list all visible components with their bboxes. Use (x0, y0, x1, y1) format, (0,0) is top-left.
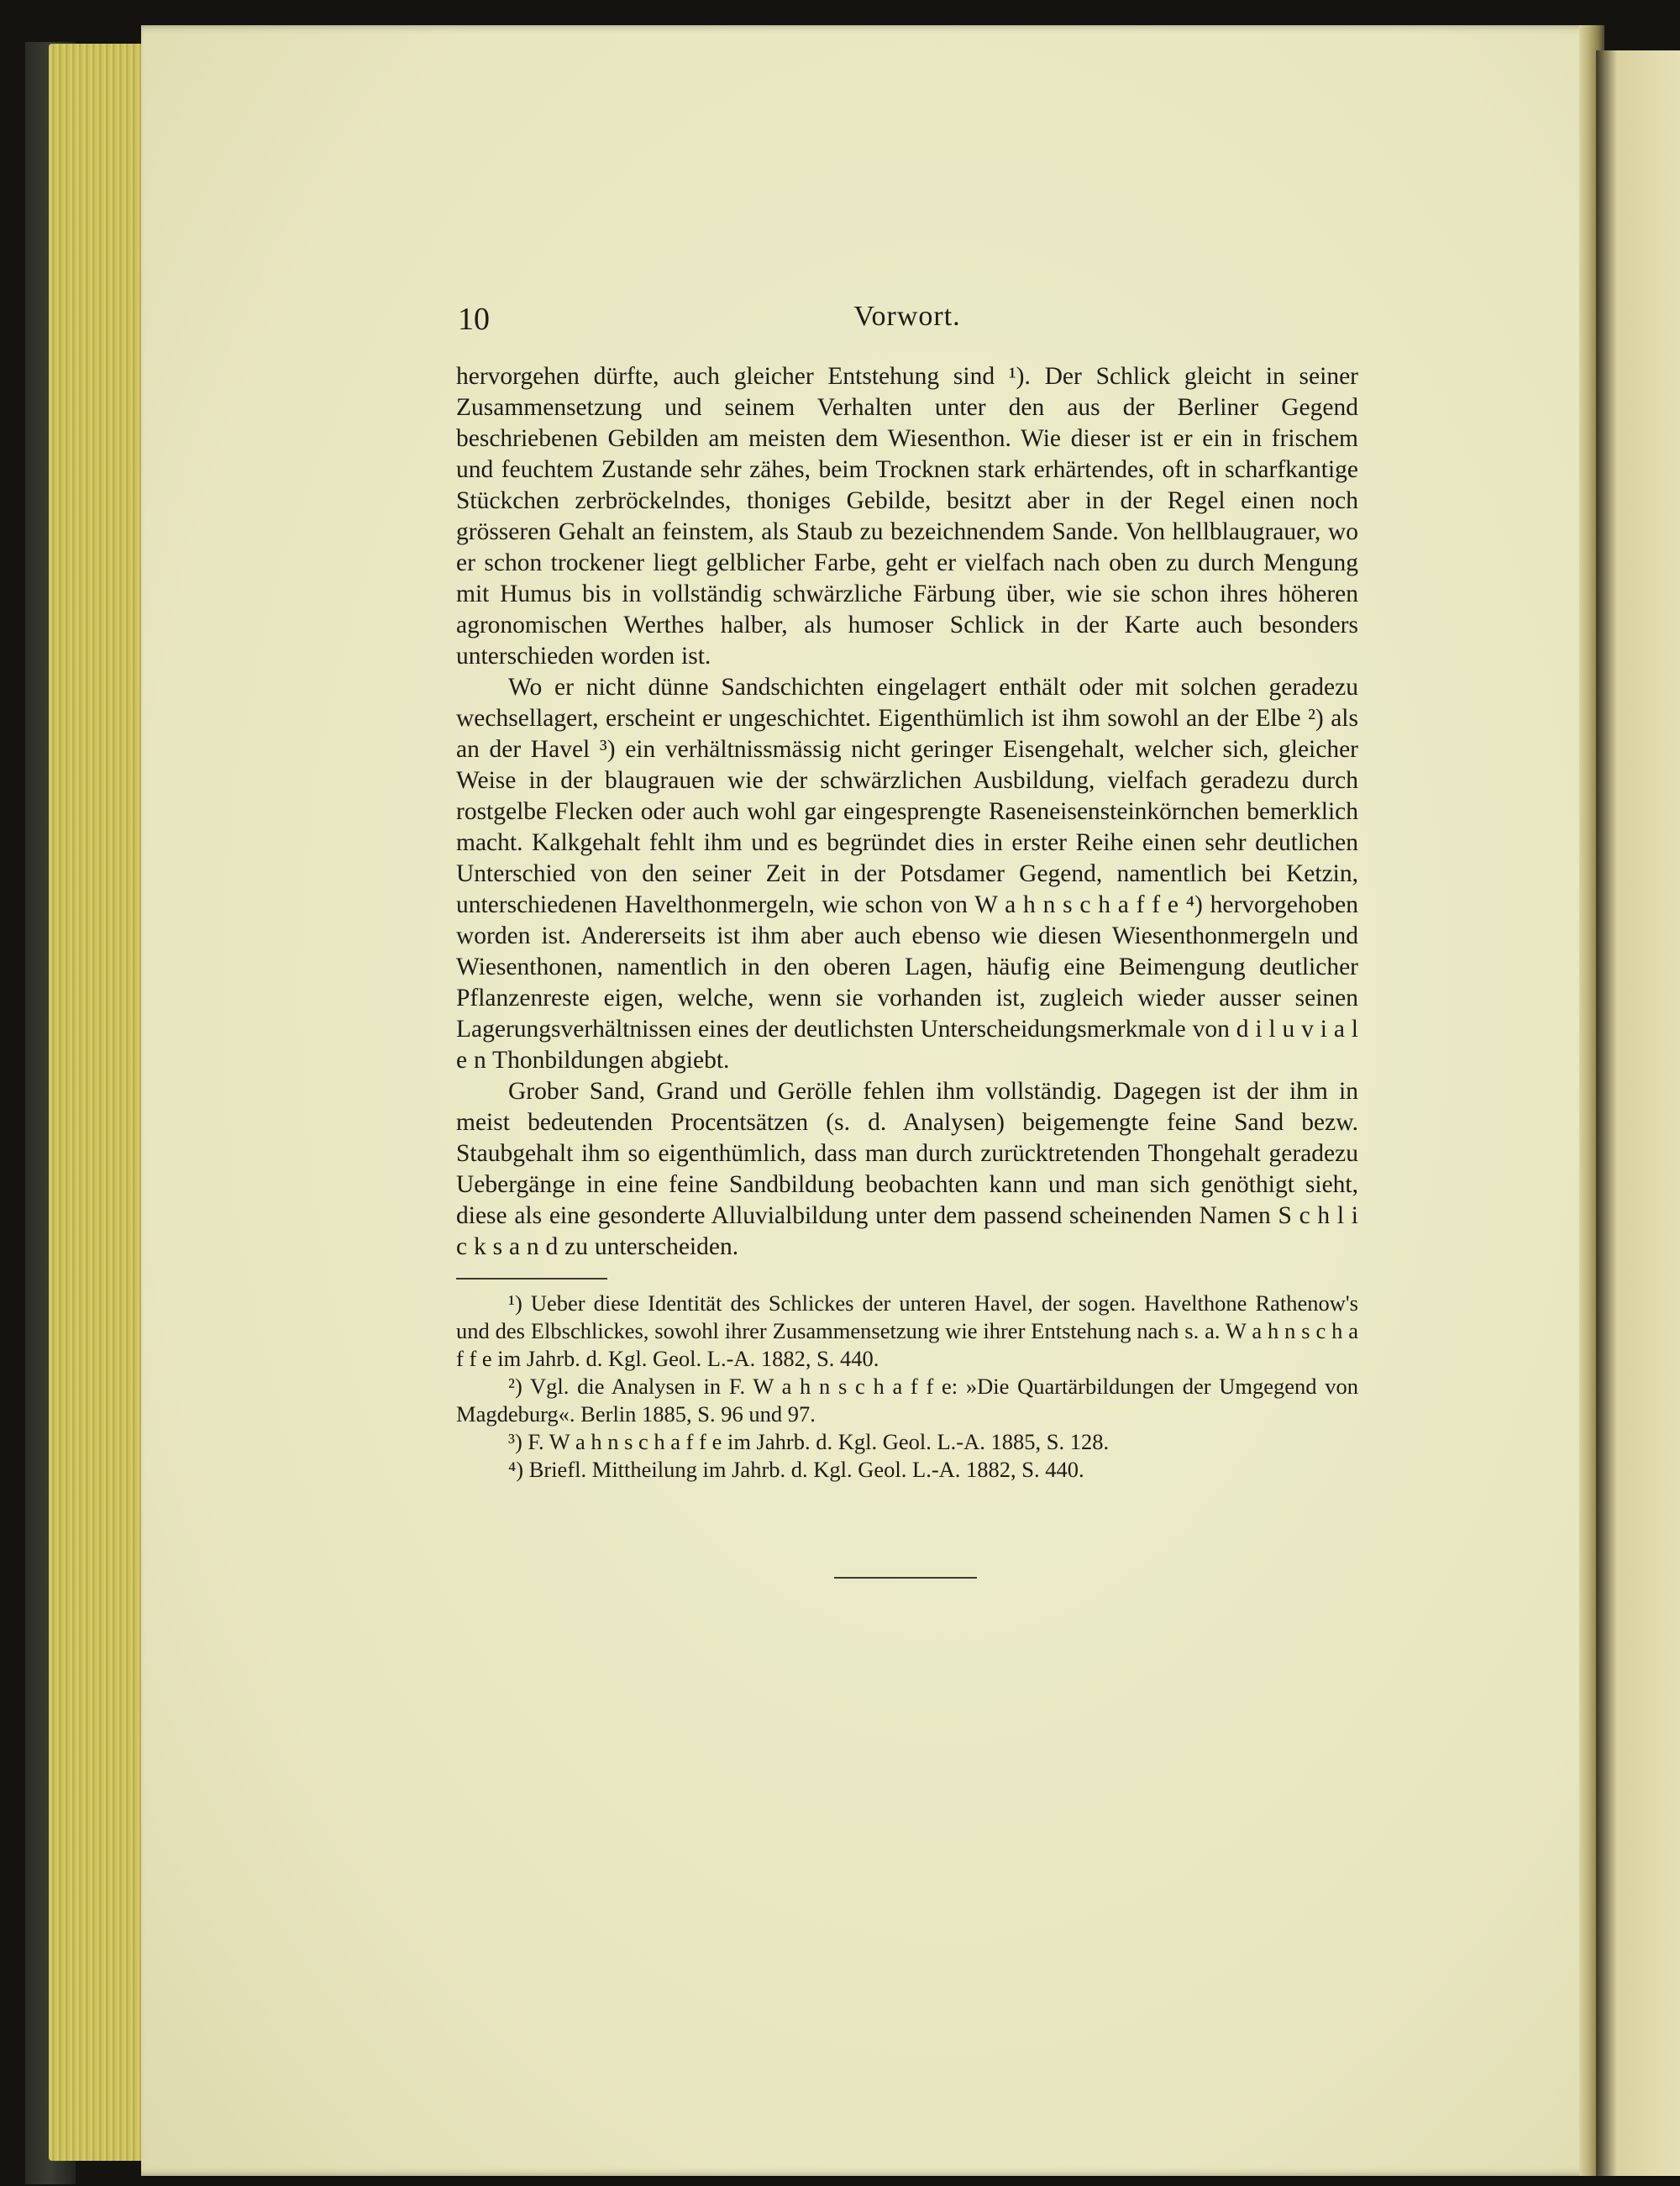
section-end-rule (834, 1577, 977, 1579)
page-edges (49, 44, 150, 2161)
footnote: ³) F. W a h n s c h a f f e im Jahrb. d. Kgl. Geol. L.-A. 1885, S. 128. (508, 1429, 1110, 1454)
body-text (456, 361, 1358, 1263)
page-content (456, 301, 1358, 1484)
running-head (456, 301, 1358, 337)
running-title: Vorwort. (853, 301, 961, 332)
footnote: ¹) Ueber diese Identität des Schlickes der unteren Havel, der sogen. Havelthone Rathenow's und des Elbschlickes, sowohl ihrer Zusammensetzung wie ihrer Entstehung nach s. a. W a h n s c h a f f e im Jahrb. d. Kgl. Geol. L.-A. 1882, S. 440. (456, 1290, 1358, 1371)
facing-page-edge (1596, 50, 1680, 2176)
footnote-divider (456, 1278, 607, 1280)
footnote: ⁴) Briefl. Mittheilung im Jahrb. d. Kgl. Geol. L.-A. 1882, S. 440. (508, 1457, 1084, 1482)
paragraph: hervorgehen dürfte, auch gleicher Entstehung sind ¹). Der Schlick gleicht in seiner Zusammensetzung und seinem Verhalten unter den aus der Berliner Gegend beschriebenen Gebilden am meisten dem Wiesenthon. Wie dieser ist er ein in frischem und feuchtem Zustande sehr zähes, beim Trocknen stark erhärtendes, oft in scharfkantige Stückchen zerbröckelndes, thoniges Gebilde, besitzt aber in der Regel einen noch grösseren Gehalt an feinstem, als Staub zu bezeichnendem Sande. Von hellblaugrauer, wo er schon trockener liegt gelblicher Farbe, geht er vielfach nach oben zu durch Mengung mit Humus bis in vollständig schwärzliche Färbung über, wie sie schon ihres höheren agronomischen Werthes halber, als humoser Schlick in der Karte auch besonders unterschieden worden ist. (456, 363, 1358, 670)
paragraph: Wo er nicht dünne Sandschichten eingelagert enthält oder mit solchen geradezu wechsellagert, erscheint er ungeschichtet. Eigenthümlich ist ihm sowohl an der Elbe ²) als an der Havel ³) ein verhältnissmässig nicht geringer Eisengehalt, welcher sich, gleicher Weise in der blaugrauen wie der schwärzlichen Ausbildung, vielfach geradezu durch rostgelbe Flecken oder auch wohl gar eingesprengte Raseneisensteinkörnchen bemerklich macht. Kalkgehalt fehlt ihm und es begründet dies in erster Reihe einen sehr deutlichen Unterschied von den seiner Zeit in der Potsdamer Gegend, namentlich bei Ketzin, unterschiedenen Havelthonmergeln, wie schon von W a h n s c h a f f e ⁴) hervorgehoben worden ist. Andererseits ist ihm aber auch ebenso wie diesen Wiesenthonmergeln und Wiesenthonen, namentlich in den oberen Lagen, häufig eine Beimengung deutlicher Pflanzenreste eigen, welche, wenn sie vorhanden ist, zugleich wieder ausser seinen Lagerungsverhältnissen eines der deutlichsten Unterscheidungsmerkmale von d i l u v i a l e n Thonbildungen abgiebt. (456, 674, 1358, 1074)
footnotes (456, 1290, 1358, 1484)
page-number: 10 (458, 302, 490, 337)
paragraph: Grober Sand, Grand und Gerölle fehlen ihm vollständig. Dagegen ist der ihm in meist bedeutenden Procentsätzen (s. d. Analysen) beigemengte feine Sand bezw. Staubgehalt ihm so eigenthümlich, dass man durch zurücktretenden Thongehalt geradezu Uebergänge in eine feine Sandbildung beobachten kann und man sich genöthigt sieht, diese als eine gesonderte Alluvialbildung unter dem passend scheinenden Namen S c h l i c k s a n d zu unterscheiden. (456, 1078, 1358, 1260)
footnote: ²) Vgl. die Analysen in F. W a h n s c h a f f e: »Die Quartärbildungen der Umgegend von Magdeburg«. Berlin 1885, S. 96 und 97. (456, 1374, 1358, 1427)
